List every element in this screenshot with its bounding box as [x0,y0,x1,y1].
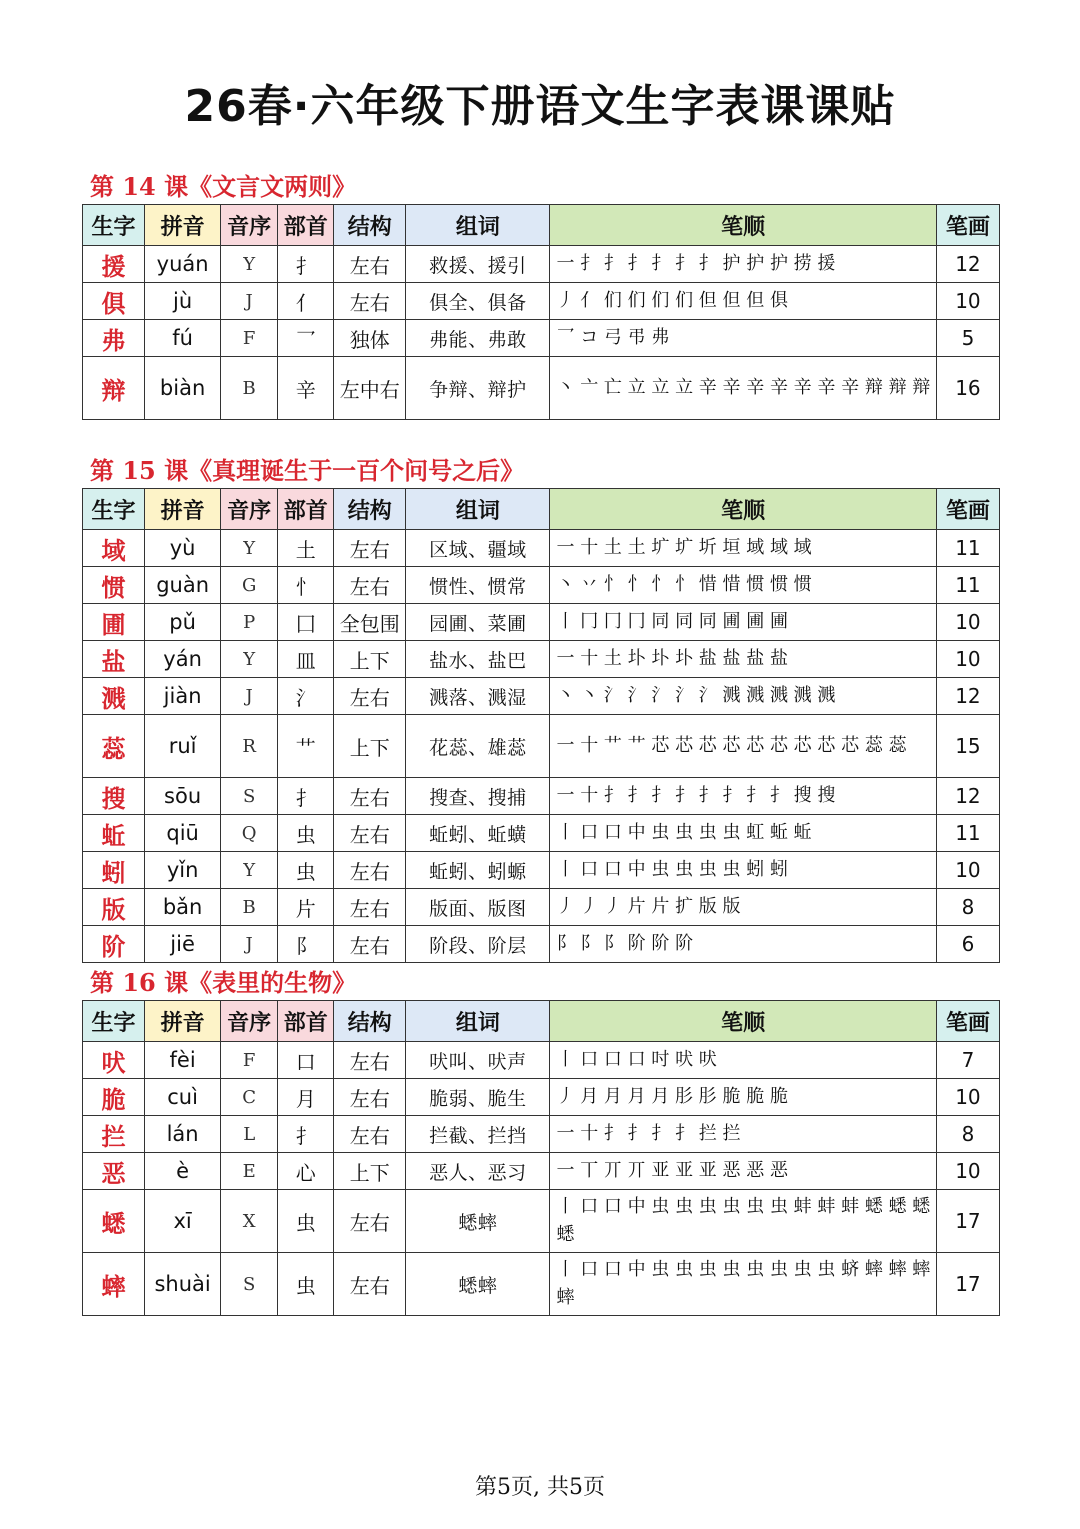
lesson-title: 第 14 课《文言文两则》 [90,172,357,201]
cell-radical: 扌 [278,246,334,283]
column-header: 笔顺 [550,1001,936,1042]
cell-char: 俱 [83,283,145,320]
cell-init: F [221,1042,278,1079]
cell-structure: 左右 [334,889,406,926]
cell-words: 俱全、俱备 [406,283,550,320]
cell-strokes: 一 扌 扌 扌 扌 扌 扌 护 护 护 捞 援 [550,246,936,283]
cell-count: 10 [936,283,999,320]
cell-strokes: 一 十 扌 扌 扌 扌 拦 拦 [550,1116,936,1153]
table-row [83,778,1000,815]
column-header: 部首 [278,1001,334,1042]
table-row [83,1042,1000,1079]
cell-structure: 左右 [334,678,406,715]
cell-structure: 左右 [334,1253,406,1316]
cell-words: 版面、版图 [406,889,550,926]
cell-strokes: 丨 口 口 中 虫 虫 虫 虫 虫 虫 虫 虫 蛴 蟀 蟀 蟀 蟀 [550,1253,936,1316]
cell-init: R [221,715,278,778]
cell-count: 12 [936,246,999,283]
cell-count: 8 [936,1116,999,1153]
cell-radical: 扌 [278,1116,334,1153]
cell-init: S [221,1253,278,1316]
cell-radical: 忄 [278,567,334,604]
cell-words: 蟋蟀 [406,1253,550,1316]
cell-structure: 左右 [334,778,406,815]
cell-words: 拦截、拦挡 [406,1116,550,1153]
cell-words: 阶段、阶层 [406,926,550,963]
cell-structure: 左右 [334,246,406,283]
table-row [83,926,1000,963]
table-header-row [83,489,1000,530]
cell-char: 蟋 [83,1190,145,1253]
cell-structure: 左右 [334,567,406,604]
cell-char: 圃 [83,604,145,641]
cell-structure: 左中右 [334,357,406,420]
column-header: 结构 [334,205,406,246]
cell-words: 盐水、盐巴 [406,641,550,678]
column-header: 笔画 [936,1001,999,1042]
table-row [83,815,1000,852]
cell-words: 惯性、惯常 [406,567,550,604]
table-row [83,678,1000,715]
cell-count: 8 [936,889,999,926]
table-row [83,283,1000,320]
cell-count: 11 [936,530,999,567]
cell-radical: 阝 [278,926,334,963]
cell-structure: 左右 [334,1079,406,1116]
cell-count: 11 [936,567,999,604]
column-header: 拼音 [145,489,221,530]
cell-count: 7 [936,1042,999,1079]
cell-count: 15 [936,715,999,778]
table-row [83,530,1000,567]
cell-init: S [221,778,278,815]
vocab-table [82,1000,1000,1316]
column-header: 组词 [406,1001,550,1042]
cell-init: F [221,320,278,357]
cell-structure: 左右 [334,530,406,567]
cell-char: 蚯 [83,815,145,852]
cell-radical: 氵 [278,678,334,715]
cell-pinyin: jù [145,283,221,320]
cell-pinyin: yù [145,530,221,567]
cell-count: 16 [936,357,999,420]
cell-count: 11 [936,815,999,852]
cell-radical: 乛 [278,320,334,357]
cell-init: X [221,1190,278,1253]
cell-count: 6 [936,926,999,963]
cell-pinyin: guàn [145,567,221,604]
cell-init: J [221,678,278,715]
cell-words: 搜查、搜捕 [406,778,550,815]
column-header: 笔画 [936,489,999,530]
cell-pinyin: pǔ [145,604,221,641]
cell-words: 蟋蟀 [406,1190,550,1253]
cell-char: 蕊 [83,715,145,778]
page-title: 26春·六年级下册语文生字表课课贴 [184,81,896,132]
column-header: 拼音 [145,205,221,246]
lesson-title: 第 15 课《真理诞生于一百个问号之后》 [90,456,525,485]
cell-strokes: 丨 口 口 口 吋 吠 吠 [550,1042,936,1079]
cell-count: 12 [936,778,999,815]
vocab-table [82,204,1000,420]
cell-init: Y [221,641,278,678]
cell-radical: 片 [278,889,334,926]
cell-radical: 扌 [278,778,334,815]
table-row [83,604,1000,641]
cell-pinyin: xī [145,1190,221,1253]
cell-pinyin: yǐn [145,852,221,889]
cell-char: 版 [83,889,145,926]
cell-strokes: 丨 口 口 中 虫 虫 虫 虫 蚓 蚓 [550,852,936,889]
cell-strokes: 丿 丿 丿 片 片 扩 版 版 [550,889,936,926]
table-row [83,1190,1000,1253]
column-header: 生字 [83,1001,145,1042]
cell-pinyin: yuán [145,246,221,283]
cell-pinyin: jiē [145,926,221,963]
column-header: 组词 [406,205,550,246]
table-row [83,1116,1000,1153]
column-header: 生字 [83,205,145,246]
column-header: 音序 [221,1001,278,1042]
cell-radical: 艹 [278,715,334,778]
cell-words: 吠叫、吠声 [406,1042,550,1079]
cell-init: Y [221,530,278,567]
cell-pinyin: jiàn [145,678,221,715]
cell-char: 弗 [83,320,145,357]
table-header-row [83,205,1000,246]
cell-structure: 独体 [334,320,406,357]
cell-words: 园圃、菜圃 [406,604,550,641]
table-row [83,357,1000,420]
cell-strokes: 一 十 扌 扌 扌 扌 扌 扌 扌 扌 搜 搜 [550,778,936,815]
cell-init: Y [221,852,278,889]
cell-structure: 上下 [334,1153,406,1190]
column-header: 结构 [334,489,406,530]
cell-words: 蚯蚓、蚓螈 [406,852,550,889]
column-header: 音序 [221,205,278,246]
cell-init: C [221,1079,278,1116]
cell-char: 盐 [83,641,145,678]
cell-count: 12 [936,678,999,715]
cell-init: E [221,1153,278,1190]
cell-pinyin: cuì [145,1079,221,1116]
cell-init: J [221,926,278,963]
column-header: 笔顺 [550,489,936,530]
cell-radical: 口 [278,1042,334,1079]
lesson-15-section [82,454,1000,963]
table-row [83,852,1000,889]
cell-strokes: 一 丅 丌 丌 亚 亚 亚 恶 恶 恶 [550,1153,936,1190]
cell-init: B [221,357,278,420]
cell-char: 脆 [83,1079,145,1116]
lesson-title: 第 16 课《表里的生物》 [90,968,357,997]
table-row [83,715,1000,778]
cell-radical: 心 [278,1153,334,1190]
cell-strokes: 丨 冂 冂 冂 同 同 同 圃 圃 圃 [550,604,936,641]
cell-radical: 辛 [278,357,334,420]
cell-pinyin: fèi [145,1042,221,1079]
cell-radical: 土 [278,530,334,567]
cell-words: 救援、援引 [406,246,550,283]
cell-structure: 左右 [334,1116,406,1153]
cell-strokes: 一 十 艹 艹 芯 芯 芯 芯 芯 芯 芯 芯 芯 蕊 蕊 [550,715,936,778]
cell-char: 辩 [83,357,145,420]
cell-count: 10 [936,1079,999,1116]
cell-pinyin: ruǐ [145,715,221,778]
table-header-row [83,1001,1000,1042]
lesson-14-section [82,170,1000,420]
cell-radical: 虫 [278,852,334,889]
cell-radical: 虫 [278,815,334,852]
table-row [83,1153,1000,1190]
cell-pinyin: shuài [145,1253,221,1316]
table-row [83,1079,1000,1116]
cell-count: 10 [936,604,999,641]
cell-init: Y [221,246,278,283]
cell-radical: 月 [278,1079,334,1116]
cell-pinyin: bǎn [145,889,221,926]
cell-count: 10 [936,641,999,678]
cell-char: 域 [83,530,145,567]
table-row [83,641,1000,678]
column-header: 部首 [278,489,334,530]
cell-init: Q [221,815,278,852]
cell-strokes: 丶 丷 忄 忄 忄 忄 惜 惜 惯 惯 惯 [550,567,936,604]
cell-pinyin: biàn [145,357,221,420]
cell-init: J [221,283,278,320]
cell-count: 10 [936,852,999,889]
cell-words: 弗能、弗敢 [406,320,550,357]
table-row [83,246,1000,283]
cell-structure: 左右 [334,1190,406,1253]
cell-init: L [221,1116,278,1153]
cell-words: 恶人、恶习 [406,1153,550,1190]
cell-words: 花蕊、雄蕊 [406,715,550,778]
cell-strokes: 丨 口 口 中 虫 虫 虫 虫 虹 蚯 蚯 [550,815,936,852]
cell-count: 10 [936,1153,999,1190]
cell-words: 区域、疆域 [406,530,550,567]
cell-pinyin: yán [145,641,221,678]
cell-strokes: 乛 コ 弓 弔 弗 [550,320,936,357]
cell-pinyin: sōu [145,778,221,815]
cell-char: 惯 [83,567,145,604]
cell-words: 争辩、辩护 [406,357,550,420]
column-header: 笔画 [936,205,999,246]
table-row [83,889,1000,926]
cell-words: 蚯蚓、蚯蟥 [406,815,550,852]
cell-structure: 上下 [334,641,406,678]
cell-pinyin: fú [145,320,221,357]
cell-char: 拦 [83,1116,145,1153]
vocab-table [82,488,1000,963]
cell-init: P [221,604,278,641]
cell-structure: 左右 [334,1042,406,1079]
cell-radical: 虫 [278,1253,334,1316]
cell-structure: 左右 [334,852,406,889]
cell-strokes: 丿 月 月 月 月 肜 肜 脆 脆 脆 [550,1079,936,1116]
cell-char: 援 [83,246,145,283]
lesson-16-section [82,966,1000,1316]
cell-radical: 皿 [278,641,334,678]
cell-init: B [221,889,278,926]
cell-pinyin: lán [145,1116,221,1153]
cell-char: 蚓 [83,852,145,889]
column-header: 组词 [406,489,550,530]
table-row [83,1253,1000,1316]
cell-strokes: 丨 口 口 中 虫 虫 虫 虫 虫 虫 蚌 蚌 蚌 蟋 蟋 蟋 蟋 [550,1190,936,1253]
cell-pinyin: è [145,1153,221,1190]
cell-strokes: 丶 亠 亡 立 立 立 辛 辛 辛 辛 辛 辛 辛 辩 辩 辩 [550,357,936,420]
cell-structure: 左右 [334,815,406,852]
cell-char: 蟀 [83,1253,145,1316]
cell-radical: 亻 [278,283,334,320]
page-footer: 第5页, 共5页 [475,1475,605,1500]
cell-radical: 虫 [278,1190,334,1253]
cell-strokes: 一 十 土 圤 圤 圤 盐 盐 盐 盐 [550,641,936,678]
cell-radical: 囗 [278,604,334,641]
cell-words: 溅落、溅湿 [406,678,550,715]
column-header: 结构 [334,1001,406,1042]
cell-strokes: 丿 亻 们 们 们 们 但 但 但 俱 [550,283,936,320]
cell-char: 阶 [83,926,145,963]
cell-char: 吠 [83,1042,145,1079]
cell-count: 17 [936,1190,999,1253]
column-header: 笔顺 [550,205,936,246]
column-header: 拼音 [145,1001,221,1042]
cell-strokes: 一 十 土 土 圹 圹 圻 垣 域 域 域 [550,530,936,567]
column-header: 部首 [278,205,334,246]
cell-init: G [221,567,278,604]
cell-structure: 上下 [334,715,406,778]
cell-structure: 左右 [334,926,406,963]
table-row [83,320,1000,357]
cell-count: 17 [936,1253,999,1316]
cell-structure: 左右 [334,283,406,320]
cell-char: 恶 [83,1153,145,1190]
cell-count: 5 [936,320,999,357]
cell-pinyin: qiū [145,815,221,852]
cell-strokes: 阝 阝 阝 阶 阶 阶 [550,926,936,963]
cell-char: 搜 [83,778,145,815]
cell-words: 脆弱、脆生 [406,1079,550,1116]
cell-structure: 全包围 [334,604,406,641]
cell-char: 溅 [83,678,145,715]
table-row [83,567,1000,604]
column-header: 音序 [221,489,278,530]
column-header: 生字 [83,489,145,530]
cell-strokes: 丶 丶 氵 氵 氵 氵 氵 溅 溅 溅 溅 溅 [550,678,936,715]
